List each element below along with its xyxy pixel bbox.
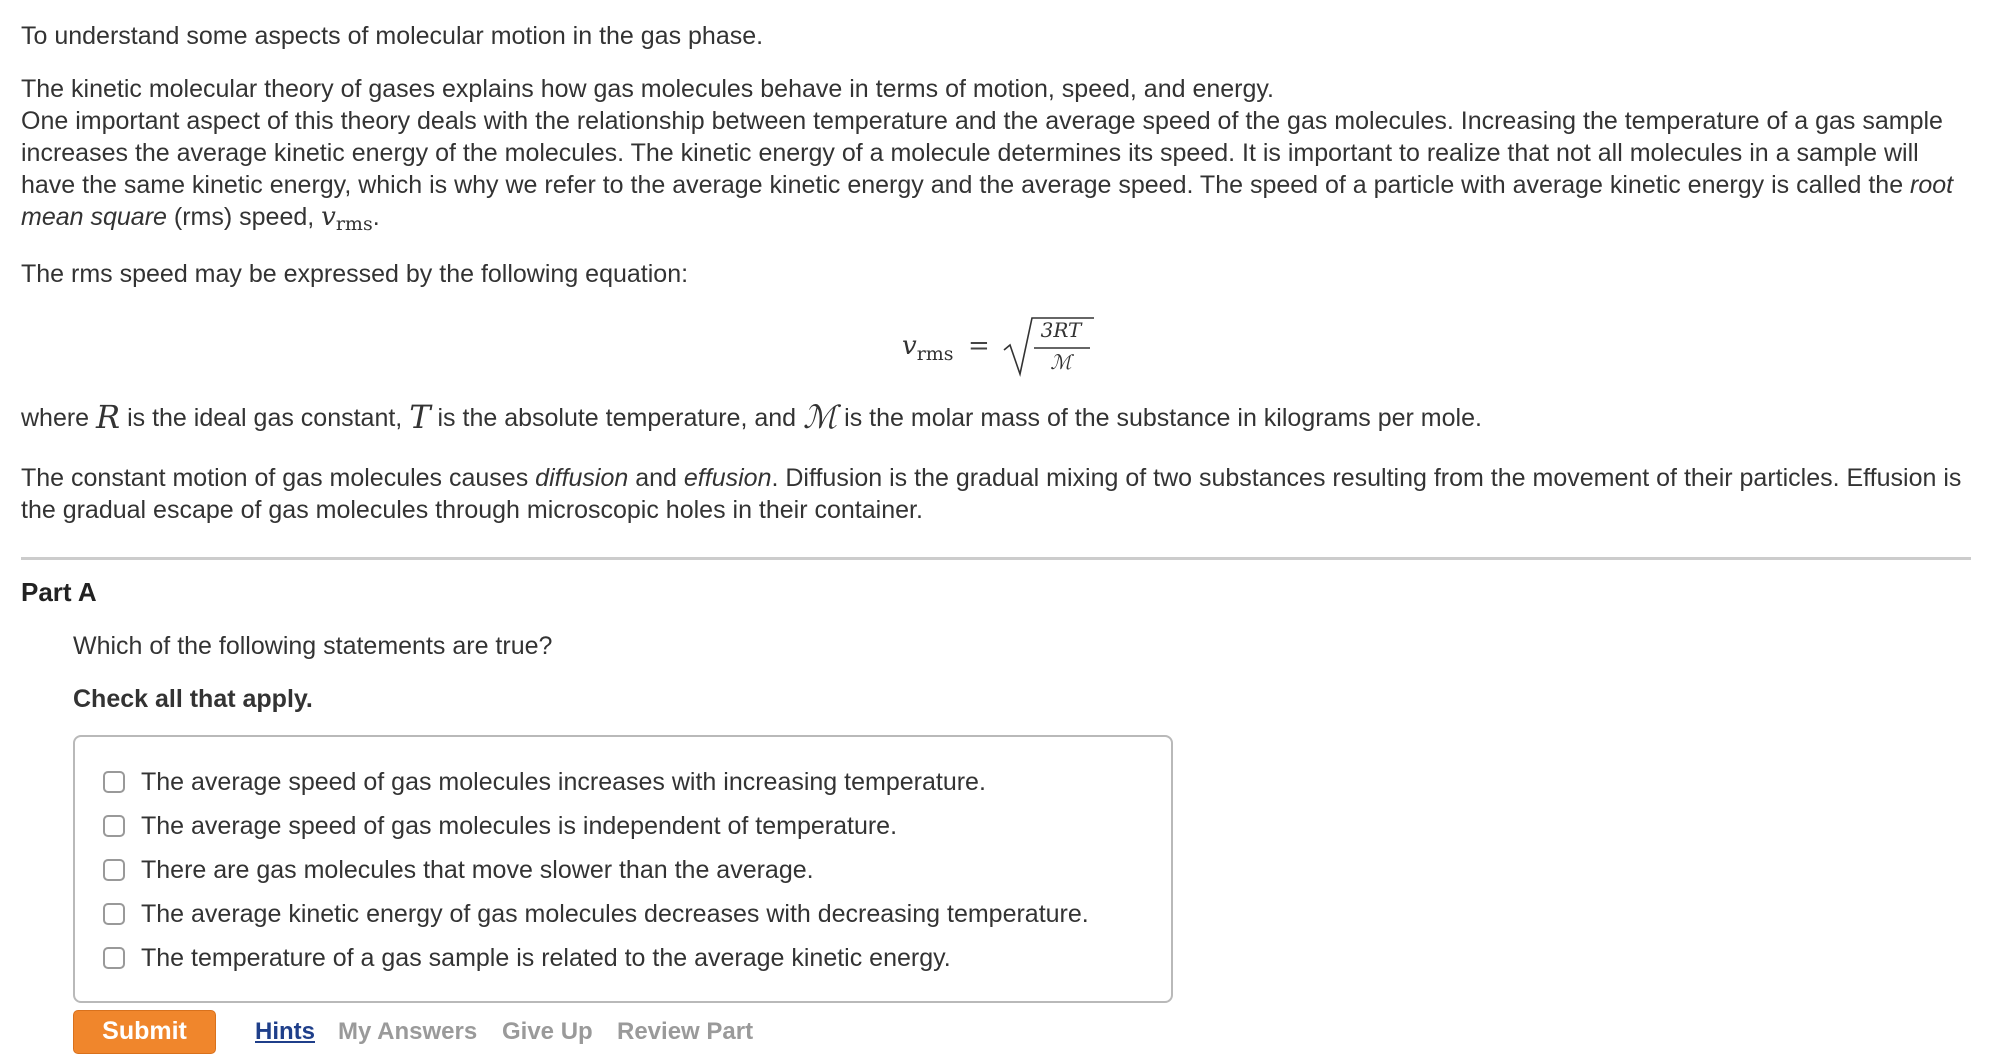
equation-lhs — [902, 331, 954, 365]
where-after-m: is the molar mass of the substance in kilograms per mole. — [837, 404, 1482, 432]
equation-denominator: ℳ — [1050, 350, 1072, 374]
option-label[interactable]: The average kinetic energy of gas molecules decreases with decreasing temperature. — [141, 899, 1089, 928]
my-answers-link[interactable]: My Answers — [338, 1018, 478, 1045]
checkbox[interactable] — [103, 859, 125, 881]
review-part-link[interactable]: Review Part — [617, 1018, 754, 1045]
checkbox[interactable] — [103, 815, 125, 837]
answer-options-box — [73, 735, 1173, 1003]
question-text: Which of the following statements are true? — [73, 632, 553, 660]
option-label[interactable]: There are gas molecules that move slower than the average. — [141, 855, 814, 884]
rms-italic: root mean square — [21, 171, 1954, 231]
hints-link[interactable]: Hints — [255, 1018, 315, 1045]
checkbox[interactable] — [103, 771, 125, 793]
theory-body: One important aspect of this theory deals with the relationship between temperature and the average speed of the gas molecules. Increasing the temperature of a gas sample increases the average kinetic energy of the molecules. The kinetic energy of a molecule determines its speed. It is important to realize that not all molecules in a sample will have the same kinetic energy, which is why we refer to the average kinetic energy and the average speed. The speed of a particle with average kinetic energy is called the — [21, 107, 1943, 199]
where-after-r: is the ideal gas constant, — [120, 404, 410, 432]
give-up-link[interactable]: Give Up — [502, 1018, 593, 1045]
v-rms-symbol: v — [321, 202, 336, 232]
answer-option[interactable] — [103, 941, 951, 975]
option-label[interactable]: The average speed of gas molecules is independent of temperature. — [141, 811, 898, 840]
diffusion-term: diffusion — [535, 464, 629, 492]
symbol-r: R — [96, 398, 121, 436]
answer-option[interactable] — [103, 853, 814, 887]
where-paragraph — [21, 400, 1482, 435]
section-divider — [21, 557, 1971, 560]
v-rms-subscript: rms — [335, 213, 373, 235]
theory-line1: The kinetic molecular theory of gases explains how gas molecules behave in terms of motion, speed, and energy. — [21, 75, 1274, 103]
option-label[interactable]: The average speed of gas molecules increases with increasing temperature. — [141, 767, 986, 796]
theory-paragraph — [21, 73, 1971, 240]
effusion-term: effusion — [683, 464, 772, 492]
motion-before: The constant motion of gas molecules causes — [21, 464, 536, 492]
where-after-t: is the absolute temperature, and — [430, 404, 803, 432]
rms-intro-text: The rms speed may be expressed by the following equation: — [21, 260, 689, 288]
equals-sign: = — [968, 331, 990, 361]
part-title: Part A — [21, 577, 97, 607]
answer-option[interactable] — [103, 765, 986, 799]
answer-option[interactable] — [103, 897, 1089, 931]
theory-end: . — [372, 203, 380, 231]
equation-lhs-subscript: rms — [916, 343, 954, 365]
where-prefix: where — [21, 404, 97, 432]
submit-button[interactable]: Submit — [73, 1010, 216, 1054]
checkbox[interactable] — [103, 947, 125, 969]
checkbox[interactable] — [103, 903, 125, 925]
motion-and: and — [628, 464, 684, 492]
motion-after: . Diffusion is the gradual mixing of two substances resulting from the movement of their particles. Effusion is the gradual escape of gas molecules through microscopic holes in their container. — [21, 464, 1962, 524]
rms-equation — [902, 312, 1102, 382]
instruction-text: Check all that apply. — [73, 685, 313, 713]
answer-option[interactable] — [103, 809, 897, 843]
equation-numerator: 3RT — [1040, 318, 1082, 342]
symbol-t: T — [409, 398, 431, 436]
intro-text: To understand some aspects of molecular motion in the gas phase. — [21, 22, 764, 50]
equation-lhs-symbol: v — [902, 331, 917, 361]
symbol-m: ℳ — [803, 398, 838, 436]
option-label[interactable]: The temperature of a gas sample is related to the average kinetic energy. — [141, 943, 951, 972]
motion-paragraph — [21, 462, 1971, 526]
rms-after: (rms) speed, — [166, 203, 322, 231]
